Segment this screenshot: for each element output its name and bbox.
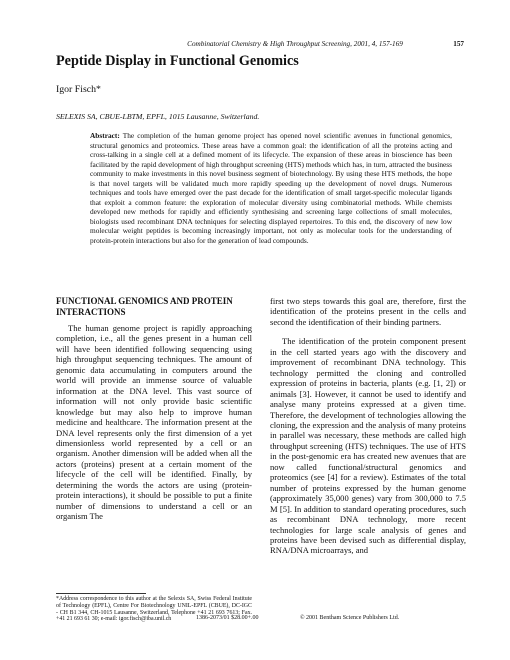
issn-line: 1386-2073/01 $28.00+.00 (196, 615, 259, 621)
running-header (56, 40, 464, 52)
right-column (270, 296, 466, 556)
affiliation: SELEXIS SA, CBUE-LBTM, EPFL, 1015 Lausanne, Switzerland. (56, 112, 260, 121)
section-heading: FUNCTIONAL GENOMICS AND PROTEIN INTERACTIONS (56, 296, 233, 317)
journal-citation: Combinatorial Chemistry & High Throughput Screening, 2001, 4, 157-169 (187, 40, 403, 48)
abstract-text: The completion of the human genome project has opened novel scientific avenues in functional genomics, structural genomics and proteomics. These areas have a common goal: the identification of all the proteins acting and cross-talking in a single cell at a defined moment of its lifecycle. The expansion of these areas in bioscience has been facilitated by the rapid development of high throughput screening (HTS) methods which has, in turn, attracted the business community to make investments in this novel business segment of biotechnology. By using these HTS methods, the hope is that novel targets will be validated much more rapidly speeding up the development of novel drugs. Numerous techniques and tools have emerged over the past decade for the identification of small target-specific molecular ligands that exploit a common feature: the exploration of molecular diversity using combinatorial methods. While chemists developed new methods for rapidly and efficiently synthesising and screening large collections of small molecules, biologists used recombinant DNA techniques for selecting displayed repertoires. To this end, the discovery of new low molecular weight peptides is becoming increasingly important, not only as molecular tools for the understanding of protein-protein interactions but also for the generation of lead compounds. (90, 131, 452, 246)
abstract-label: Abstract: (90, 131, 120, 140)
body-paragraph: The human genome project is rapidly approaching completion, i.e., all the genes present in a human cell will have been identified following sequencing using high throughput sequencing techniques. The amount of genomic data accumulating in computers around the world will provide an immense source of valuable information at the DNA level. This vast source of information will not only provide basic scientific knowledge but may also help to improve human medicine and healthcare. The information present at the DNA level represents only the first dimension of a yet dimensionless world represented by a cell or an organism. Another dimension will be added when all the actors (proteins) present at a certain moment of the lifecycle of the cell will be identified. Finally, by determining the words the actors are using (protein-protein interactions), it should be possible to put a finite number of dimensions to understand a cell or an organism The (56, 323, 252, 522)
body-paragraph: first two steps towards this goal are, therefore, first the identification of the proteins present in the cells and second the identification of their binding partners. (270, 296, 466, 327)
abstract (90, 131, 452, 246)
article-title: Peptide Display in Functional Genomics (56, 53, 299, 69)
footnote-divider (56, 593, 146, 594)
left-column (56, 296, 252, 522)
copyright-line: © 2001 Bentham Science Publishers Ltd. (300, 615, 400, 621)
author-name: Igor Fisch* (56, 84, 101, 95)
page-number: 157 (453, 40, 464, 48)
footnote: *Address correspondence to this author at the Selexis SA, Swiss Federal Institute of Technology (EPFL), Centre For Biotechnology UNIL-EPFL (CBUE), DC-IGC - CH B1 344, CH-1015 Lausanne, Switzerland, Telephone +41 21 693 7613; Fax. +41 21 693 61 30; e-mail: igor.fisch@iba.unil.ch (56, 596, 252, 623)
body-paragraph: The identification of the protein component present in the cell started years ago with the discovery and improvement of recombinant DNA technology. This technology permitted the cloning and controlled expression of proteins in bacteria, plants (e.g. [1, 2]) or animals [3]. However, it cannot be used to identify and analyse many proteins expressed at a given time. Therefore, the development of technologies allowing the cloning, the expression and the analysis of many proteins in parallel was necessary, these methods are called high throughput screening (HTS) techniques. The use of HTS in the post-genomic era has created new avenues that are now called functional/structural genomics and proteomics (see [4] for a review). Estimates of the total number of proteins expressed by the human genome (approximately 35,000 genes) vary from 300,000 to 7.5 M [5]. In addition to standard operating procedures, such as recombinant DNA technology, more recent technologies for large scale analysis of genes and proteins have been devised such as differential display, RNA/DNA microarrays, and (270, 336, 466, 556)
